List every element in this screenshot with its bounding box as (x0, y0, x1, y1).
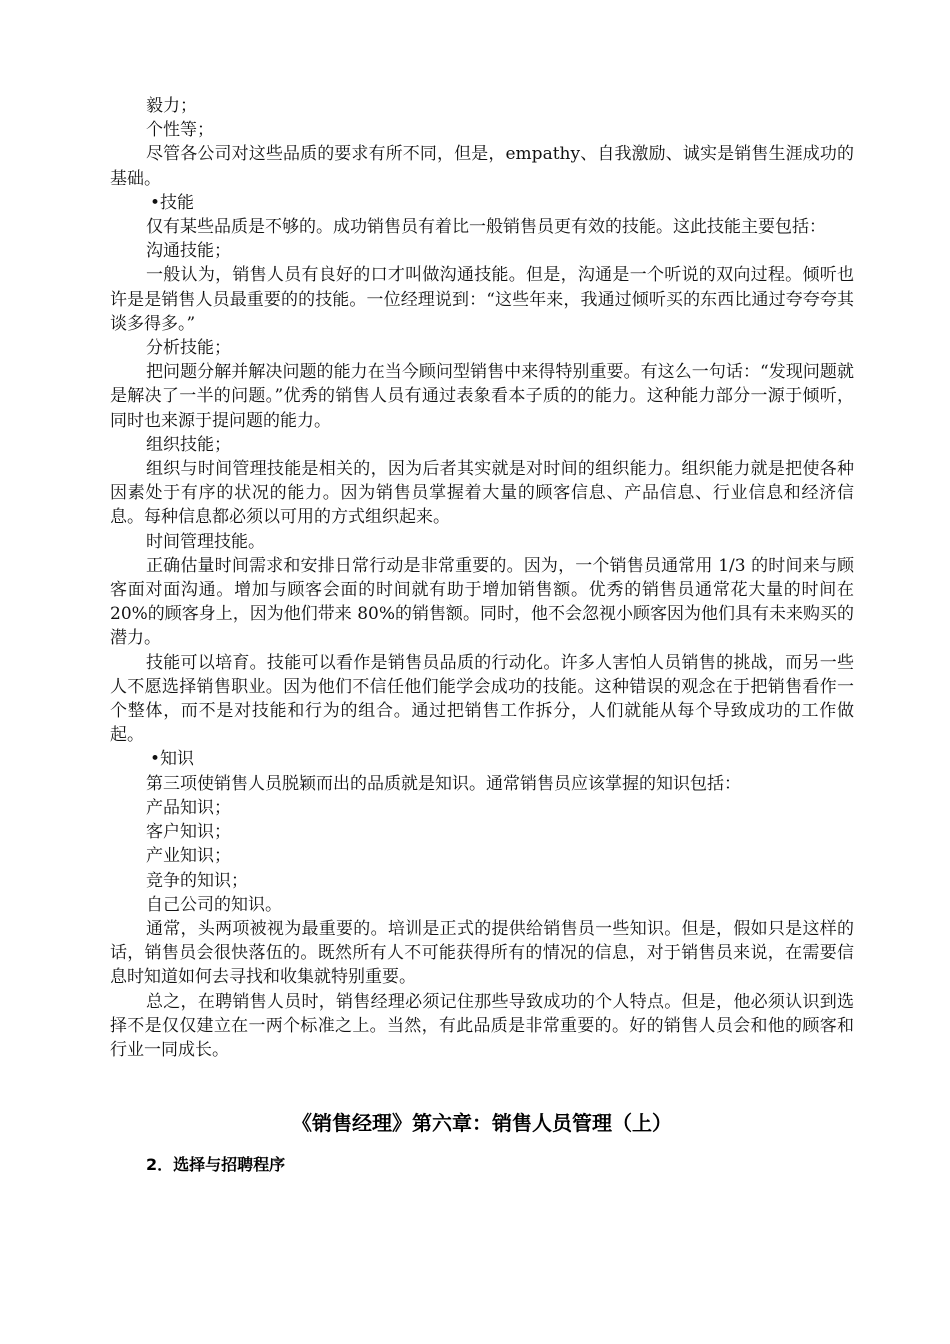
paragraph: 分析技能； (146, 338, 231, 359)
paragraph: 第三项使销售人员脱颖而出的品质就是知识。通常销售员应该掌握的知识包括： (146, 773, 741, 794)
paragraph: 尽管各公司对这些品质的要求有所不同，但是，empathy、自我激励、诚实是销售生涯成功的基础。 (110, 144, 854, 189)
paragraph: 组织技能； (146, 434, 231, 455)
paragraph: 产品知识； (146, 797, 231, 818)
paragraph: 自己公司的知识。 (146, 894, 282, 915)
paragraph: 组织与时间管理技能是相关的，因为后者其实就是对时间的组织能力。组织能力就是把使各种因素处于有序的状况的能力。因为销售员掌握着大量的顾客信息、产品信息、行业信息和经济信息。每种信息都必须以可用的方式组织起来。 (110, 459, 854, 528)
paragraph: 总之，在聘销售人员时，销售经理必须记住那些导致成功的个人特点。但是，他必须认识到选择不是仅仅建立在一两个标准之上。当然，有此品质是非常重要的。好的销售人员会和他的顾客和行业一同成长。 (110, 991, 854, 1060)
paragraph: 把问题分解并解决问题的能力在当今顾问型销售中来得特别重要。有这么一句话：“发现问题就是解决了一半的问题。”优秀的销售人员有通过表象看本子质的的能力。这种能力部分一源于倾听，同时也来源于提问题的能力。 (110, 362, 854, 431)
paragraph: 个性等； (146, 120, 214, 141)
paragraph: 毅力； (146, 96, 197, 116)
paragraph: 正确估量时间需求和安排日常行动是非常重要的。因为，一个销售员通常用 1/3 的时间来与顾客面对面沟通。增加与顾客会面的时间就有助于增加销售额。优秀的销售员通常花大量的时间在 20%的顾客身上，因为他们带来 80%的销售额。同时，他不会忽视小顾客因为他们具有未来购买的潜力。 (110, 555, 854, 649)
paragraph: 一般认为，销售人员有良好的口才叫做沟通技能。但是，沟通是一个听说的双向过程。倾听也许是是销售人员最重要的的技能。一位经理说到：“这些年来，我通过倾听买的东西比通过夸夸夸其谈多得多。” (110, 265, 854, 334)
bullet-knowledge: •知识 (150, 749, 195, 770)
chapter-title: 《销售经理》第六章：销售人员管理（上） (292, 1111, 672, 1136)
paragraph: 时间管理技能。 (146, 531, 265, 552)
paragraph: 沟通技能； (146, 241, 231, 262)
paragraph: 竞争的知识； (146, 870, 248, 891)
paragraph: 仅有某些品质是不够的。成功销售员有着比一般销售员更有效的技能。这此技能主要包括： (146, 217, 826, 238)
document-page (110, 94, 854, 1178)
paragraph: 产业知识； (146, 846, 231, 867)
section-heading: 2．选择与招聘程序 (146, 1155, 286, 1175)
paragraph: 客户知识； (146, 822, 231, 843)
paragraph: 通常，头两项被视为最重要的。培训是正式的提供给销售员一些知识。但是，假如只是这样的话，销售员会很快落伍的。既然所有人不可能获得所有的情况的信息，对于销售员来说，在需要信息时知道如何去寻找和收集就特别重要。 (110, 918, 854, 988)
paragraph: 技能可以培育。技能可以看作是销售员品质的行动化。许多人害怕人员销售的挑战，而另一些人不愿选择销售职业。因为他们不信任他们能学会成功的技能。这种错误的观念在于把销售看作一个整体，而不是对技能和行为的组合。通过把销售工作拆分，人们就能从每个导致成功的工作做起。 (110, 652, 854, 746)
bullet-skills: •技能 (150, 192, 195, 213)
